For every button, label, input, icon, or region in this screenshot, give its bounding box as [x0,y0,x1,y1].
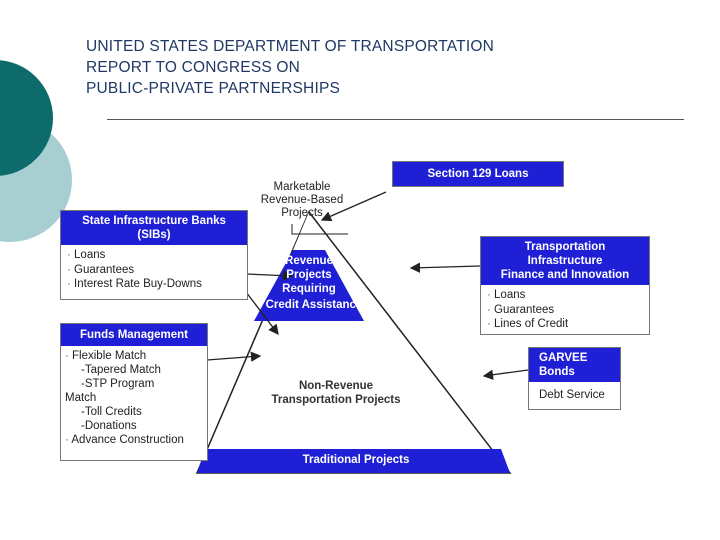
title-line-2: REPORT TO CONGRESS ON [86,59,301,76]
arrow-garvee [484,370,528,376]
non-revenue-label [251,379,421,407]
funds-item: -Toll Credits [81,406,142,418]
sib-item: · Loans [67,248,241,263]
tifia-header [481,237,649,285]
revenue-projects-label [274,254,344,296]
section129-box: Section 129 Loans [392,161,564,187]
revenue-line-3: Requiring [282,283,336,295]
tifia-item: · Lines of Credit [487,317,643,332]
sib-items [61,245,247,295]
garvee-box [528,347,621,410]
funds-item: · Flexible Match [65,349,203,363]
funds-management-box [60,323,208,461]
traditional-projects-label: Traditional Projects [302,454,410,466]
credit-assistance-label: Credit Assistance [265,299,363,311]
sib-header-line-1: State Infrastructure Banks [82,215,226,227]
revenue-line-2: Projects [286,269,332,281]
tifia-item: · Loans [487,288,643,303]
sib-item: · Guarantees [67,263,241,278]
title-divider [107,119,684,120]
funds-items [61,346,207,450]
title-line-3: PUBLIC-PRIVATE PARTNERSHIPS [86,80,341,97]
marketable-line-2: Revenue-Based [260,194,344,206]
title-line-1: UNITED STATES DEPARTMENT OF TRANSPORTATION [86,38,494,55]
garvee-header-line-2: Bonds [539,366,575,378]
non-revenue-line-2: Transportation Projects [271,394,401,406]
tifia-header-line-1: Transportation [524,241,606,253]
funds-item: Match [65,392,97,404]
tifia-header-line-3: Finance and Innovation [500,269,630,281]
marketable-line-1: Marketable [273,181,331,193]
marketable-line-3: Projects [281,207,323,219]
marketable-projects-label [252,181,352,220]
funds-header: Funds Management [61,324,207,346]
arrow-tifia [411,266,480,268]
p3-financing-diagram [56,154,656,484]
funds-item: -STP Program [81,378,155,390]
non-revenue-line-1: Non-Revenue [298,380,374,392]
funds-item: -Donations [81,420,137,432]
funds-item: · Advance Construction [65,433,203,447]
sib-header-line-2: (SIBs) [137,229,171,241]
sib-item: · Interest Rate Buy-Downs [67,277,241,292]
tifia-header-line-2: Infrastructure [527,255,603,267]
garvee-header-line-1: GARVEE [539,352,588,364]
funds-item: -Tapered Match [81,364,161,376]
slide-title [86,36,686,99]
tifia-item: · Guarantees [487,303,643,318]
garvee-body: Debt Service [539,389,605,401]
sib-header [61,211,247,245]
garvee-header [529,348,620,382]
revenue-line-1: Revenue [285,255,333,267]
tifia-items [481,285,649,335]
tifia-box [480,236,650,335]
sib-box [60,210,248,300]
